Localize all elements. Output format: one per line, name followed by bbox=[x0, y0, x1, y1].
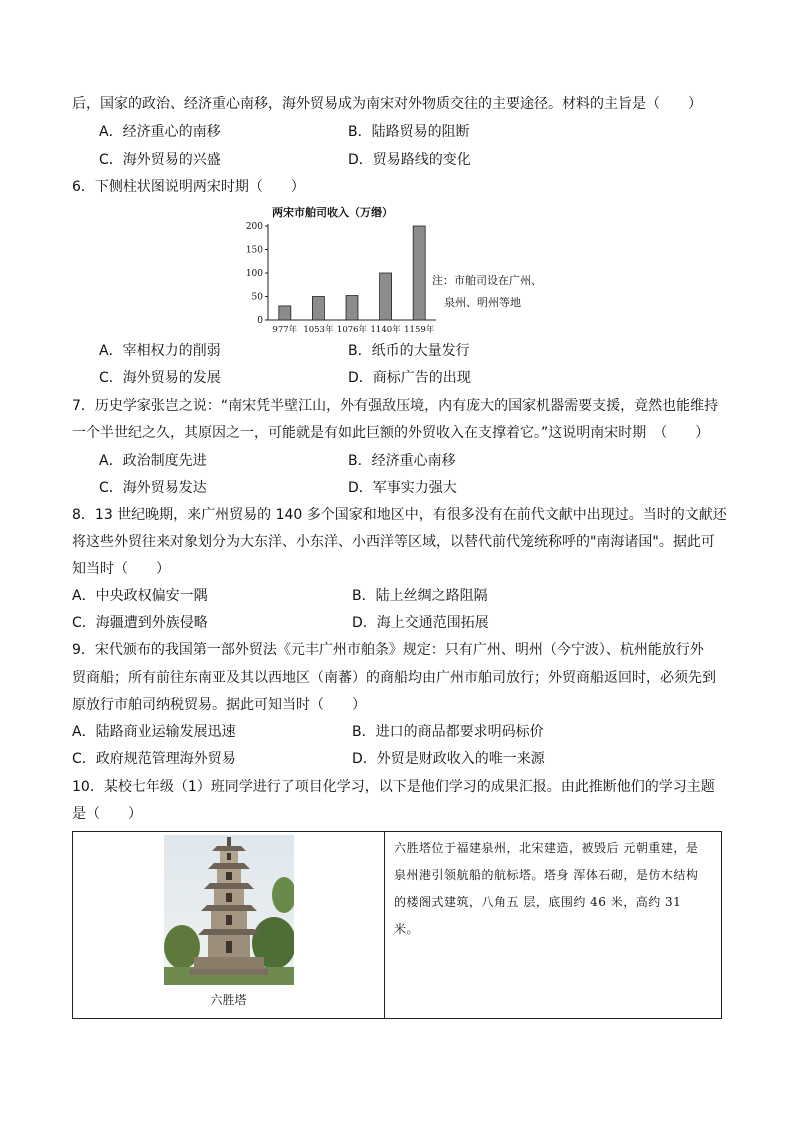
q9-option-a: A．陆路商业运输发展迅速 bbox=[72, 724, 236, 740]
y-tick-label: 150 bbox=[245, 245, 263, 256]
q5-stem: 后，国家的政治、经济重心南移，海外贸易成为南宋对外物质交往的主要途径。材料的主旨是（ ） bbox=[72, 96, 702, 112]
q9-stem-line-3: 原放行市舶司纳税贸易。据此可知当时（ ） bbox=[72, 697, 366, 713]
q10-image-cell bbox=[73, 832, 385, 1019]
q8-option-b: B．陆上丝绸之路阻隔 bbox=[352, 588, 488, 604]
q10-stem-line-2: 是（ ） bbox=[72, 806, 142, 822]
y-tick-label: 100 bbox=[245, 269, 263, 279]
q10-description-cell bbox=[385, 832, 722, 1019]
q6-stem: 6．下侧柱状图说明两宋时期（ ） bbox=[72, 179, 305, 195]
bar-chart bbox=[236, 218, 442, 336]
x-tick-label: 977年 bbox=[272, 325, 298, 335]
q8-option-d: D．海上交通范围拓展 bbox=[352, 615, 489, 631]
q10-table bbox=[72, 831, 722, 1019]
bar bbox=[346, 296, 358, 320]
bar bbox=[312, 297, 324, 321]
q8-option-a: A．中央政权偏安一隅 bbox=[72, 588, 208, 604]
q8-stem-line-3: 知当时（ ） bbox=[72, 561, 170, 577]
q9-option-b: B．进口的商品都要求明码标价 bbox=[352, 724, 544, 740]
q10-stem-line-1: 10．某校七年级（1）班同学进行了项目化学习，以下是他们学习的成果汇报。由此推断他们的学习主题 bbox=[72, 779, 715, 795]
x-tick-label: 1159年 bbox=[404, 325, 435, 335]
bar bbox=[380, 273, 392, 320]
q5-option-c: C．海外贸易的兴盛 bbox=[99, 152, 221, 168]
q7-stem-line-1: 7．历史学家张岂之说：“南宋凭半壁江山，外有强敌压境，内有庞大的国家机器需要支援，竟然也能维持 bbox=[72, 398, 719, 414]
q8-stem-line-1: 8．13 世纪晚期，来广州贸易的 140 多个国家和地区中，有很多没有在前代文献中出现过。当时的文献还 bbox=[72, 507, 727, 523]
q5-option-d: D．贸易路线的变化 bbox=[348, 152, 471, 168]
q8-stem-line-2: 将这些外贸往来对象划分为大东洋、小东洋、小西洋等区域，以替代前代笼统称呼的"南海诸国"。据此可 bbox=[72, 534, 715, 550]
pagoda-photo bbox=[164, 835, 294, 985]
q9-stem-line-2: 贸商船；所有前往东南亚及其以西地区（南蕃）的商船均由广州市舶司放行；外贸商船返回时，必须先到 bbox=[72, 670, 716, 686]
q9-option-c: C．政府规范管理海外贸易 bbox=[72, 751, 236, 767]
q6-option-a: A．宰相权力的削弱 bbox=[99, 343, 221, 359]
chart-title: 两宋市舶司收入（万缗） bbox=[272, 206, 393, 219]
q5-option-b: B．陆路贸易的阻断 bbox=[348, 124, 470, 140]
q6-option-c: C．海外贸易的发展 bbox=[99, 370, 221, 386]
chart-annotation-line-2: 泉州、明州等地 bbox=[444, 296, 521, 309]
q8-option-c: C．海疆遭到外族侵略 bbox=[72, 615, 208, 631]
q7-option-d: D．军事实力强大 bbox=[348, 480, 457, 496]
x-tick-label: 1076年 bbox=[336, 325, 368, 335]
chart-annotation-line-1: 注：市舶司设在广州、 bbox=[432, 274, 542, 287]
q7-option-b: B．经济重心南移 bbox=[348, 453, 456, 469]
q9-option-d: D．外贸是财政收入的唯一来源 bbox=[352, 751, 545, 767]
y-tick-label: 0 bbox=[257, 316, 263, 326]
y-tick-label: 200 bbox=[245, 222, 263, 232]
pagoda-description: 六胜塔位于福建泉州，北宋建造，被毁后 元朝重建，是泉州港引领航船的航标塔。塔身 浑体石砌，是仿木结构的楼阁式建筑，八角五 层，底围约 46 米，高约 31 米。 bbox=[394, 841, 699, 936]
bar bbox=[279, 306, 291, 320]
x-tick-label: 1053年 bbox=[303, 325, 334, 335]
q7-stem-line-2: 一个半世纪之久，其原因之一，可能就是有如此巨额的外贸收入在支撑着它。”这说明南宋时期 （ ） bbox=[72, 425, 710, 441]
q6-option-b: B．纸币的大量发行 bbox=[348, 343, 470, 359]
q5-option-a: A．经济重心的南移 bbox=[99, 124, 221, 140]
x-tick-label: 1140年 bbox=[370, 325, 401, 335]
q7-option-a: A．政治制度先进 bbox=[99, 453, 207, 469]
q9-stem-line-1: 9．宋代颁布的我国第一部外贸法《元丰广州市舶条》规定：只有广州、明州（今宁波）、杭州能放行外 bbox=[72, 642, 704, 658]
q6-option-d: D．商标广告的出现 bbox=[348, 370, 471, 386]
pagoda-caption: 六胜塔 bbox=[210, 993, 247, 1007]
bar bbox=[413, 226, 425, 320]
y-tick-label: 50 bbox=[251, 292, 263, 303]
q7-option-c: C．海外贸易发达 bbox=[99, 480, 207, 496]
